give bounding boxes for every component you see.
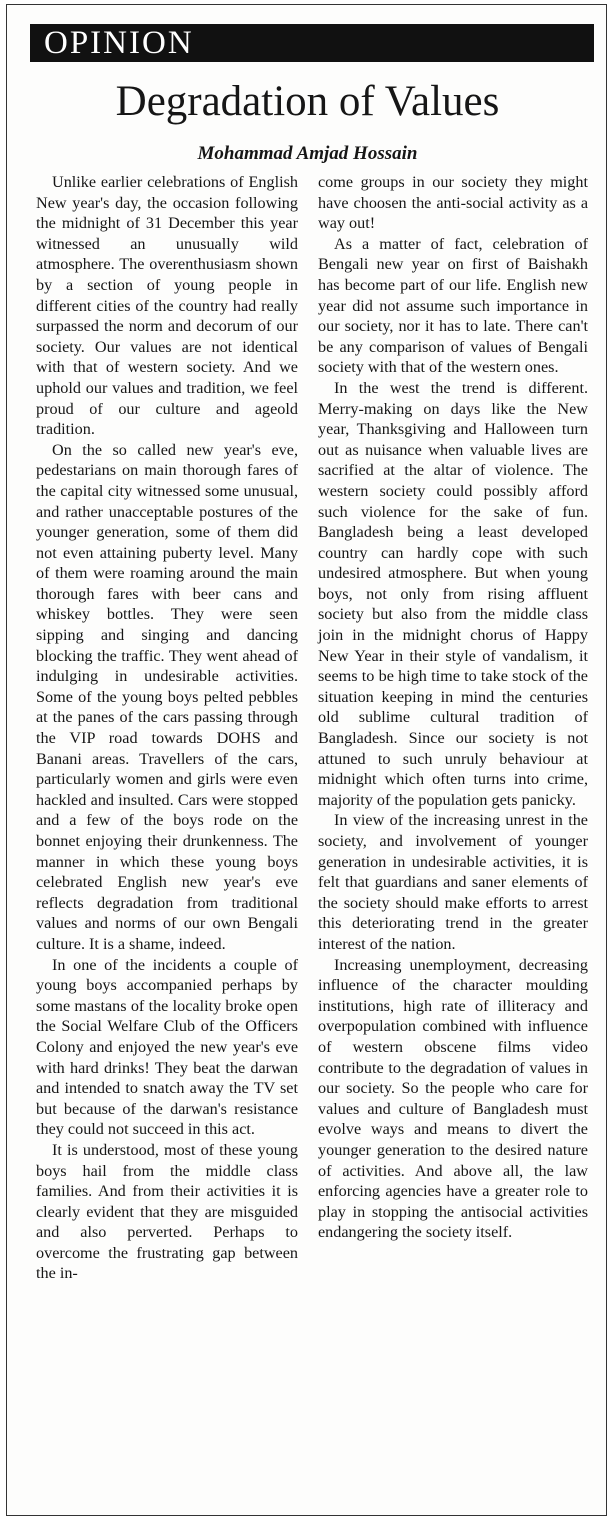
paragraph: In the west the trend is different. Merry-making on days like the New year, Thanksgiving and Halloween turn out as nuisance when valuable lives are sacrified at the altar of violence. The western society could possibly afford such violence for the sake of fun. Bangladesh being a least developed country can hardly cope with such undesired atmosphere. But when young boys, not only from rising affluent society but also from the middle class join in the midnight chorus of Happy New Year in their style of vandalism, it seems to be high time to take stock of the situation keeping in mind the centuries old sublime cultural tradition of Bangladesh. Since our society is not attuned to such unruly behaviour at midnight which often turns into crime, majority of the population gets panicky. xyxy=(318,378,588,809)
paragraph: As a matter of fact, celebration of Bengali new year on first of Baishakh has become part of our life. English new year did not assume such importance in our society, nor it has to late. There can't be any comparison of values of Bengali society with that of the western ones. xyxy=(318,234,588,377)
paragraph-continued: come groups in our society they might have choosen the anti-social activity as a way out! xyxy=(318,173,588,233)
left-column xyxy=(36,172,298,1284)
paragraph: Increasing unemployment, decreasing influence of the character moulding institutions, high rate of illiteracy and overpopulation combined with influence of western obscene films video contribute to the degradation of values in our society. So the people who care for values and culture of Bangladesh must evolve ways and means to divert the younger generation to the desired nature of activities. And above all, the law enforcing agencies have a greater role to play in stopping the antisocial activities endangering the society itself. xyxy=(318,955,588,1242)
paragraph: On the so called new year's eve, pedestarians on main thorough fares of the capital city witnessed some unusual, and rather unacceptable postures of the younger generation, some of them did not even attaining puberty level. Many of them were roaming around the main thorough fares with beer cans and whiskey bottles. They were seen sipping and singing and dancing blocking the traffic. They went ahead of indulging in undesirable activities. Some of the young boys pelted pebbles at the panes of the cars passing through the VIP road towards DOHS and Banani areas. Travellers of the cars, particularly women and girls were even hackled and insulted. Cars were stopped and a few of the boys rode on the bonnet enjoying their drunkenness. The manner in which these young boys celebrated English new year's eve reflects degradation from traditional values and norms of our own Bengali culture. It is a shame, indeed. xyxy=(36,440,298,953)
byline: Mohammad Amjad Hossain xyxy=(197,143,418,164)
paragraph: In view of the increasing unrest in the society, and involvement of younger generation in undesirable activities, it is felt that guardians and saner elements of the society should make efforts to arrest this deteriorating trend in the greater interest of the nation. xyxy=(318,811,588,953)
section-label: OPINION xyxy=(30,24,594,62)
paragraph: In one of the incidents a couple of young boys accompanied perhaps by some mastans of the locality broke open the Social Welfare Club of the Officers Colony and enjoyed the new year's eve with hard drinks! They beat the darwan and intended to snatch away the TV set but because of the darwan's resistance they could not succeed in this act. xyxy=(36,955,298,1139)
right-column xyxy=(318,172,588,1243)
headline: Degradation of Values xyxy=(115,78,500,125)
paragraph: It is understood, most of these young boys hail from the middle class families. And from their activities it is clearly evident that they are misguided and also perverted. Perhaps to overcome the frustrating gap between the in- xyxy=(36,1140,298,1283)
paragraph: Unlike earlier celebrations of English New year's day, the occasion following the midnight of 31 December this year witnessed an unusually wild atmosphere. The overenthusiasm shown by a section of young people in different cities of the country had really surpassed the norm and decorum of our society. Our values are not identical with that of western society. And we uphold our values and tradition, we feel proud of our culture and ageold tradition. xyxy=(36,173,298,439)
